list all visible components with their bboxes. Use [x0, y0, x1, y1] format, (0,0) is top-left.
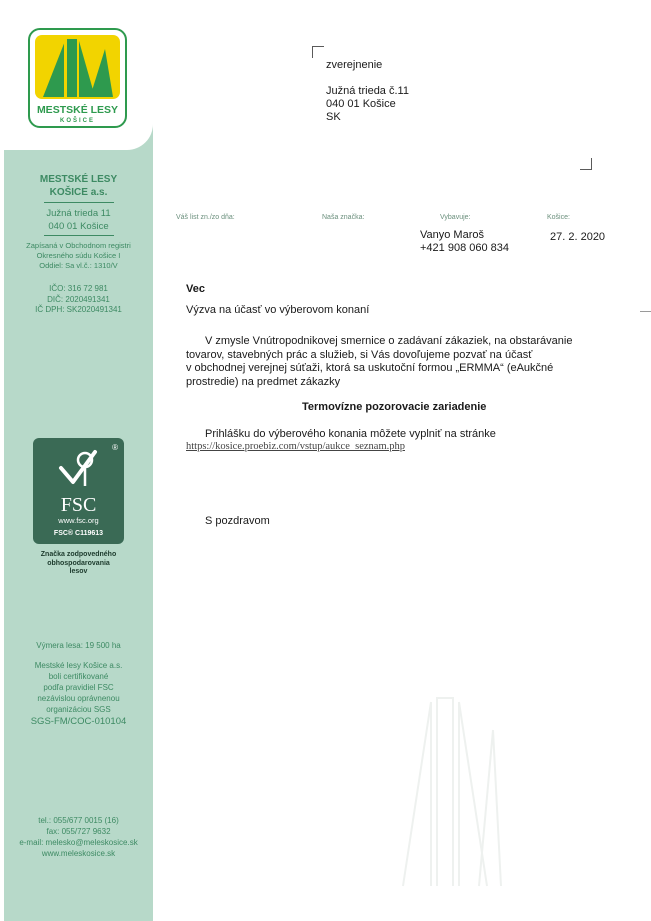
- logo-name: MESTSKÉ LESY: [36, 104, 119, 116]
- sidebar-divider: [44, 235, 114, 236]
- company-name-line1: MESTSKÉ LESY: [39, 174, 118, 185]
- sidebar-divider: [44, 202, 114, 203]
- body-line: tovarov, stavebných prác a služieb, si Vás dovoľujeme pozvať na účasť: [186, 348, 533, 361]
- contact-website: www.meleskosice.sk: [41, 849, 116, 858]
- application-text: Prihlášku do výberového konania môžete vyplniť na stránke: [205, 428, 496, 440]
- company-name-line2: KOŠICE a.s.: [49, 187, 108, 198]
- fsc-caption-line: Značka zodpovedného: [40, 551, 117, 558]
- company-vat-id: IČ DPH: SK2020491341: [35, 305, 122, 314]
- registry-line: Zapísaná v Obchodnom registri: [26, 241, 131, 250]
- company-tax-id: DIČ: 2020491341: [47, 294, 110, 304]
- fsc-brand: FSC: [60, 494, 97, 516]
- handler-name: Vanyo Maroš: [420, 229, 484, 241]
- closing-greeting: S pozdravom: [205, 515, 270, 527]
- contact-email: e-mail: melesko@meleskosice.sk: [19, 838, 138, 847]
- certification-line: podľa pravidiel FSC: [43, 683, 114, 692]
- recipient-street: Južná trieda č.11: [326, 85, 409, 97]
- fsc-tree-check-icon: [57, 446, 99, 490]
- company-id: IČO: 316 72 981: [49, 284, 108, 293]
- body-line: v obchodnej verejnej súťaži, ktorá sa uskutoční formou „ERMMA“ (eAukčné: [186, 362, 554, 374]
- company-street: Južná trieda 11: [46, 208, 111, 219]
- body-line: V zmysle Vnútropodnikovej smernice o zadávaní zákaziek, na obstarávanie: [205, 335, 573, 347]
- auction-link[interactable]: https://kosice.proebiz.com/vstup/aukce_seznam.php: [186, 441, 405, 452]
- registry-line: Oddiel: Sa vl.č.: 1310/V: [39, 261, 118, 270]
- item-title: Termovízne pozorovacie zariadenie: [302, 401, 487, 413]
- our-reference-label: Naša značka:: [322, 214, 365, 221]
- fsc-caption-line: lesov: [69, 568, 88, 575]
- subject-text: Výzva na účasť vo výberovom konaní: [186, 304, 370, 316]
- fsc-code: FSC® C119613: [53, 530, 104, 537]
- logo-city: KOŠICE: [59, 118, 95, 124]
- contact-phone: tel.: 055/677 0015 (16): [38, 816, 119, 825]
- body-paragraph: [186, 335, 626, 389]
- contact-fax: fax: 055/727 9632: [46, 827, 111, 836]
- company-logo: [28, 28, 127, 128]
- body-line: prostredie) na predmet zákazky: [186, 375, 341, 388]
- certification-line: nezávislou oprávnenou: [37, 694, 120, 703]
- company-city: 040 01 Košice: [48, 221, 109, 232]
- letter-date: 27. 2. 2020: [550, 231, 606, 243]
- sgs-code: SGS-FM/COC-010104: [30, 716, 127, 727]
- fsc-registered: ®: [112, 443, 118, 452]
- fsc-url: www.fsc.org: [58, 516, 99, 525]
- place-label: Košice:: [547, 214, 570, 221]
- address-corner-mark: [312, 46, 324, 58]
- handled-by-label: Vybavuje:: [440, 214, 471, 221]
- logo-watermark: [395, 690, 505, 890]
- recipient-name: zverejnenie: [326, 59, 383, 71]
- address-corner-mark: [580, 158, 592, 170]
- your-reference-label: Váš list zn./zo dňa:: [176, 214, 235, 221]
- registry-line: Okresného súdu Košice I: [36, 251, 121, 260]
- certification-line: boli certifikované: [48, 672, 109, 681]
- handler-phone: +421 908 060 834: [420, 242, 510, 254]
- fsc-caption-line: obhospodarovania: [47, 559, 110, 567]
- fold-mark: [640, 311, 651, 312]
- recipient-city: 040 01 Košice: [326, 98, 396, 110]
- forest-trees-logo-icon: [35, 35, 120, 99]
- forest-area: Výmera lesa: 19 500 ha: [36, 641, 121, 650]
- fsc-badge: [33, 438, 124, 544]
- certification-line: organizáciou SGS: [46, 705, 111, 714]
- certification-line: Mestské lesy Košice a.s.: [34, 661, 123, 670]
- subject-label: Vec: [186, 283, 205, 295]
- recipient-country: SK: [326, 111, 341, 123]
